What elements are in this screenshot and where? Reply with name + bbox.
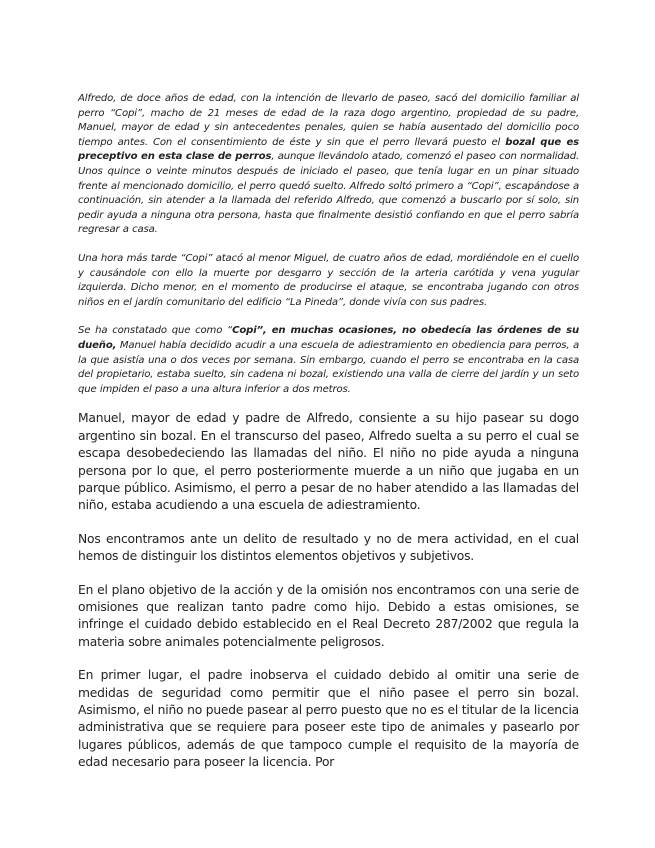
analysis-body [78, 410, 579, 771]
case-facts-quote [78, 92, 579, 397]
body-paragraph-2: Nos encontramos ante un delito de resultado y no de mera actividad, en el cual hemos de distinguir los distintos elementos objetivos y subjetivos. [78, 531, 579, 564]
quote-paragraph-3: Se ha constatado que como “Copi”, en muchas ocasiones, no obedecía las órdenes de su dueño, Manuel había decidido acudir a una escuela de adiestramiento en obediencia para perros, a la que asistía una o dos veces por semana. Sin embargo, cuando el perro se encontraba en la casa del propietario, estaba suelto, sin cadena ni bozal, existiendo una valla de cierre del jardín y un seto que impiden el paso a una altura inferior a dos metros. [78, 325, 580, 395]
body-paragraph-3: En el plano objetivo de la acción y de la omisión nos encontramos con una serie de omisiones que realizan tanto padre como hijo. Debido a estas omisiones, se infringe el cuidado debido establecido en el Real Decreto 287/2002 que regula la materia sobre animales potencialmente peligrosos. [78, 582, 579, 649]
body-paragraph-4: En primer lugar, el padre inobserva el cuidado debido al omitir una serie de medidas de seguridad como permitir que el niño pasee el perro sin bozal. Asimismo, el niño no puede pasear al perro puesto que no es el titular de la licencia administrativa que se requiere para poseer este tipo de animales y pasearlo por lugares públicos, además de que tampoco cumple el requisito de la mayoría de edad necesario para poseer la licencia. Por [78, 668, 579, 770]
quote-emphasis-obedience: Copi”, en muchas ocasiones, no obedecía las órdenes de su dueño, [78, 325, 580, 351]
quote-emphasis-bozal: bozal que es preceptivo en esta clase de perros [78, 136, 579, 163]
quote-paragraph-2: Una hora más tarde “Copi” atacó al menor Miguel, de cuatro años de edad, mordiéndole en el cuello y causándole con ello la muerte por desgarro y sección de la arteria carótida y vena yugular izquierda. Dicho menor, en el momento de producirse el ataque, se encontraba jugando con otros niños en el jardín comunitario del edificio “La Pineda”, donde vivía con sus padres. [78, 252, 579, 308]
body-paragraph-1: Manuel, mayor de edad y padre de Alfredo, consiente a su hijo pasear su dogo argentino sin bozal. En el transcurso del paseo, Alfredo suelta a su perro el cual se escapa desobedeciendo las llamadas del niño. El niño no pide ayuda a ninguna persona por lo que, el perro posteriormente muerde a un niño que jugaba en un parque público. Asimismo, el perro a pesar de no haber atendido a las llamadas del niño, estaba acudiendo a una escuela de adiestramiento. [78, 411, 579, 513]
document-page [78, 92, 579, 772]
quote-paragraph-1: Alfredo, de doce años de edad, con la intención de llevarlo de paseo, sacó del domicilio familiar al perro “Copi”, macho de 21 meses de edad de la raza dogo argentino, propiedad de su padre, Manuel, mayor de edad y sin antecedentes penales, quien se había ausentado del domicilio poco tiempo antes. Con el consentimiento de éste y sin que el perro llevará puesto el bozal que es preceptivo en esta clase de perros, aunque llevándolo atado, comenzó el paseo con normalidad. Unos quince o veinte minutos después de iniciado el paseo, que tenía lugar en un pinar situado frente al mencionado domicilio, el perro quedó suelto. Alfredo soltó primero a “Copi”, escapándose a continuación, sin atender a la llamada del referido Alfredo, que comenzó a buscarlo por sí solo, sin pedir ayuda a ninguna otra persona, hasta que finalmente desistió confiando en que el perro sabría regresar a casa. [78, 93, 580, 236]
